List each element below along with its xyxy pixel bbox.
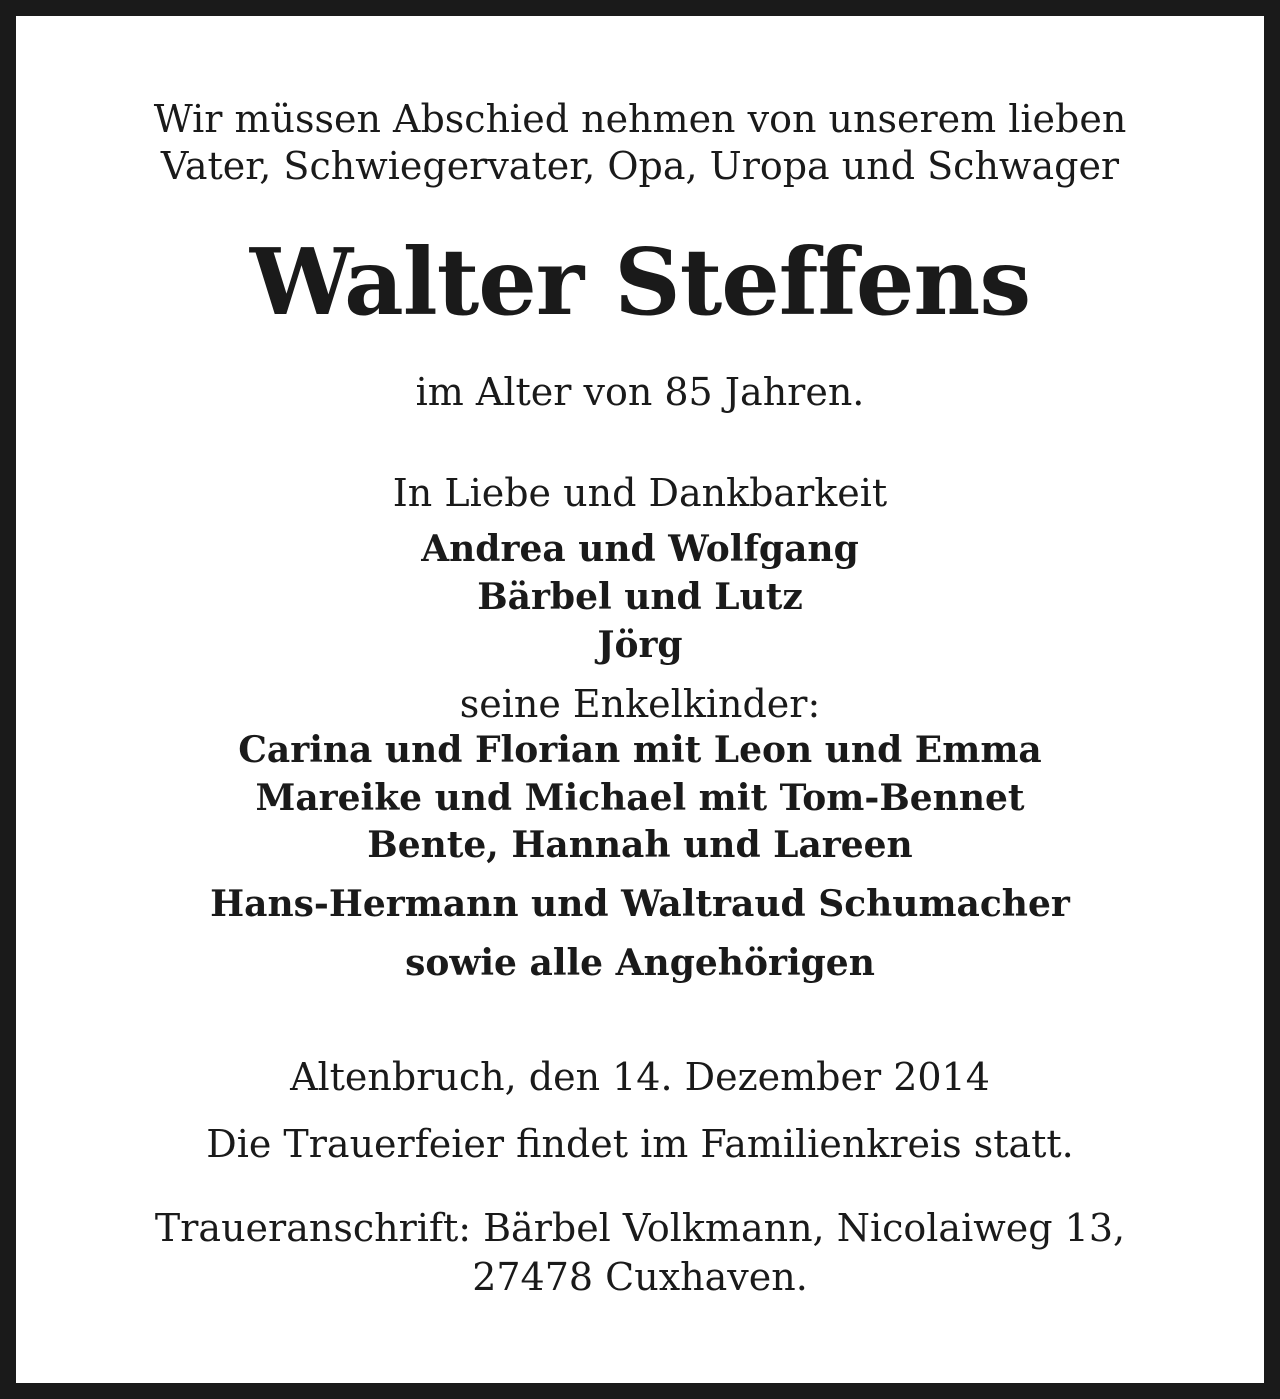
all-relatives-line: sowie alle Angehörigen <box>405 942 875 984</box>
address-line-2: 27478 Cuxhaven. <box>472 1255 808 1299</box>
place-date: Altenbruch, den 14. Dezember 2014 <box>290 1055 990 1099</box>
deceased-name: Walter Steffens <box>249 228 1031 336</box>
gratitude-line: In Liebe und Dankbarkeit <box>392 471 888 515</box>
intro-line-2: Vater, Schwiegervater, Opa, Uropa und Schwager <box>160 144 1120 188</box>
grandchild-line-1: Carina und Florian mit Leon und Emma <box>238 729 1042 771</box>
relatives-line: Hans-Hermann und Waltraud Schumacher <box>210 883 1070 925</box>
ceremony-note: Die Trauerfeier findet im Familienkreis statt. <box>206 1122 1074 1166</box>
child-line-3: Jörg <box>597 624 683 666</box>
age-line: im Alter von 85 Jahren. <box>415 370 865 414</box>
child-line-1: Andrea und Wolfgang <box>421 528 859 570</box>
address-line-1: Traueranschrift: Bärbel Volkmann, Nicolaiweg 13, <box>154 1206 1126 1250</box>
grandchild-line-3: Bente, Hannah und Lareen <box>367 824 913 866</box>
grandchildren-label: seine Enkelkinder: <box>459 682 821 726</box>
grandchild-line-2: Mareike und Michael mit Tom-Bennet <box>255 777 1025 819</box>
intro-line-1: Wir müssen Abschied nehmen von unserem lieben <box>153 97 1127 141</box>
obituary-notice <box>16 16 1264 1383</box>
child-line-2: Bärbel und Lutz <box>477 576 803 618</box>
